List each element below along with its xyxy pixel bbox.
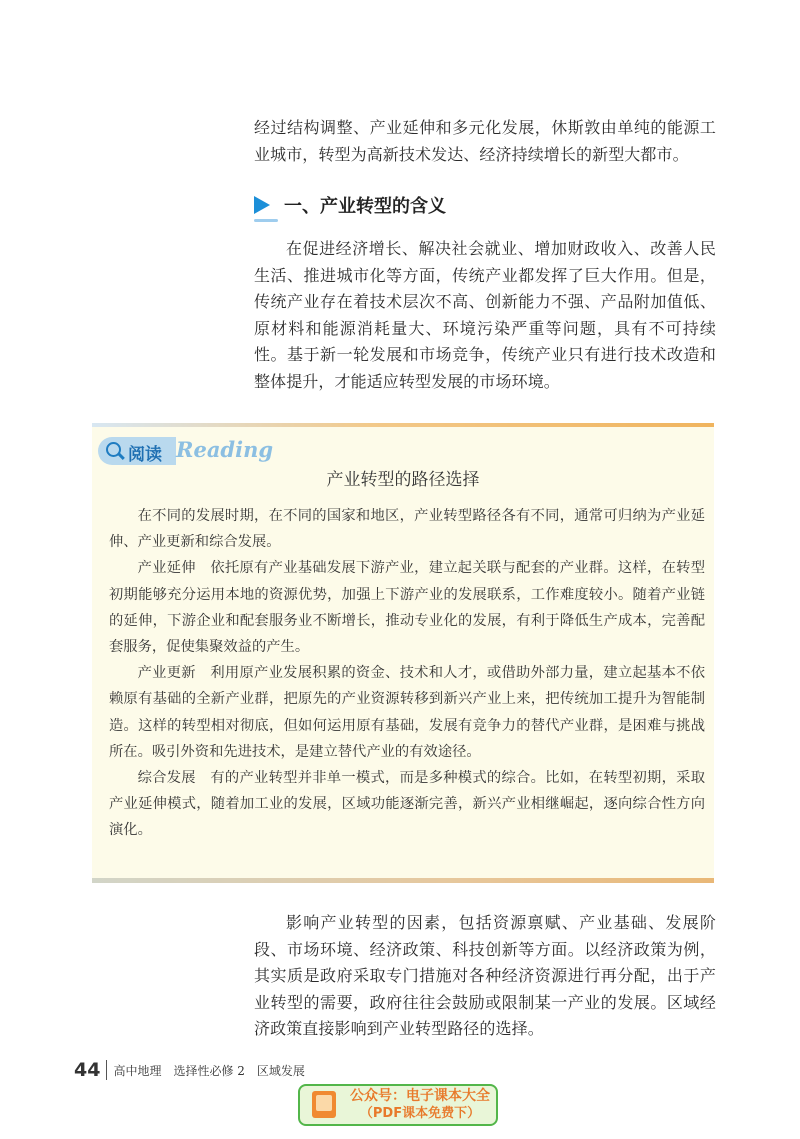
watermark-line1: 公众号：电子课本大全	[350, 1088, 490, 1104]
reading-tag	[98, 433, 274, 467]
section-paragraph: 在促进经济增长、解决社会就业、增加财政收入、改善人民生活、推进城市化等方面，传统产业都发挥了巨大作用。但是，传统产业存在着技术层次不高、创新能力不强、产品附加值低、原材料和能源消耗量大、环境污染严重等问题，具有不可持续性。基于新一轮发展和市场竞争，传统产业只有进行技术改造和整体提升，才能适应转型发展的市场环境。	[254, 239, 716, 391]
reading-paragraph: 综合发展 有的产业转型并非单一模式，而是多种模式的综合。比如，在转型初期，采取产业延伸模式，随着加工业的发展，区域功能逐渐完善，新兴产业相继崛起，逐向综合性方向演化。	[109, 770, 705, 839]
page-number: 44	[74, 1059, 101, 1081]
reading-paragraph: 产业更新 利用原产业发展积累的资金、技术和人才，或借助外部力量，建立起基本不依赖原有基础的全新产业群，把原先的产业资源转移到新兴产业上来，把传统加工提升为智能制造。这样的转型相对彻底，但如何运用原有基础，发展有竞争力的替代产业群，是困难与挑战所在。吸引外资和先进技术，是建立替代产业的有效途径。	[109, 665, 705, 760]
closing-text	[254, 910, 716, 1043]
triangle-marker-icon	[254, 196, 270, 214]
magnifier-icon	[106, 442, 121, 457]
footer-divider	[106, 1060, 107, 1080]
page-footer	[74, 1059, 305, 1081]
section-heading	[254, 192, 446, 218]
watermark-line2: （PDF课本免费下）	[359, 1106, 481, 1121]
reading-paragraph: 产业延伸 依托原有产业基础发展下游产业，建立起关联与配套的产业群。这样，在转型初期能够充分运用本地的资源优势，加强上下游产业的发展联系，工作难度较小。随着产业链的延伸，下游企业和配套服务业不断增长，推动专业化的发展，有利于降低生产成本，完善配套服务，促使集聚效益的产生。	[109, 560, 705, 656]
reading-title: 产业转型的路径选择	[326, 470, 480, 490]
reading-box	[92, 423, 714, 883]
book-icon	[312, 1091, 336, 1118]
reading-body	[109, 503, 705, 844]
intro-text	[254, 115, 716, 168]
marker-underline	[254, 219, 278, 222]
section-title: 一、产业转型的含义	[284, 196, 446, 217]
watermark-banner	[298, 1084, 498, 1126]
intro-paragraph: 经过结构调整、产业延伸和多元化发展，休斯敦由单纯的能源工业城市，转型为高新技术发达、经济持续增长的新型大都市。	[254, 118, 716, 164]
reading-top-bar	[92, 423, 714, 427]
reading-bottom-bar	[92, 878, 714, 883]
reading-tag-cn: 阅读	[128, 445, 162, 465]
reading-paragraph: 在不同的发展时期，在不同的国家和地区，产业转型路径各有不同，通常可归纳为产业延伸、产业更新和综合发展。	[109, 508, 705, 551]
book-info: 高中地理 选择性必修 2 区域发展	[113, 1063, 305, 1078]
section-body	[254, 236, 716, 395]
reading-tag-en: Reading	[176, 437, 274, 462]
closing-paragraph: 影响产业转型的因素，包括资源禀赋、产业基础、发展阶段、市场环境、经济政策、科技创新等方面。以经济政策为例，其实质是政府采取专门措施对各种经济资源进行再分配，出于产业转型的需要，政府往往会鼓励或限制某一产业的发展。区域经济政策直接影响到产业转型路径的选择。	[254, 913, 716, 1038]
